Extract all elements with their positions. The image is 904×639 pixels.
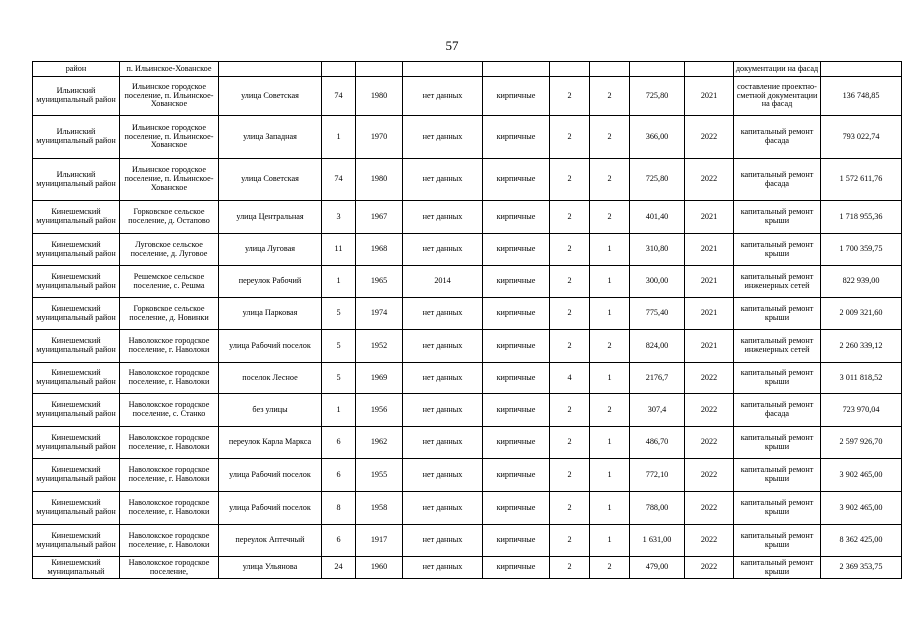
cell-settlement: Наволокское городское поселение, г. Наволоки <box>120 363 219 394</box>
cell-street: поселок Лесное <box>219 363 322 394</box>
cell-house-number: 6 <box>322 525 356 557</box>
cell-district: Кинешемский муниципальный район <box>33 330 120 363</box>
cell-district: Кинешемский муниципальный район <box>33 201 120 234</box>
cell-settlement: Ильинское городское поселение, п. Ильинское-Хованское <box>120 116 219 159</box>
table-row <box>33 62 902 77</box>
cell-overhaul-year: нет данных <box>403 427 483 459</box>
cell-work-type: капитальный ремонт крыши <box>734 201 821 234</box>
cell-settlement: Луговское сельское поселение, д. Луговое <box>120 234 219 266</box>
cell-area <box>630 62 685 77</box>
cell-house-number: 1 <box>322 266 356 298</box>
cell-year-built: 1960 <box>356 557 403 579</box>
cell-area: 310,80 <box>630 234 685 266</box>
cell-entrances: 1 <box>590 234 630 266</box>
cell-floors: 2 <box>550 201 590 234</box>
cell-year-built: 1952 <box>356 330 403 363</box>
repair-program-table <box>32 61 902 579</box>
cell-cost: 723 970,04 <box>821 394 902 427</box>
cell-street: улица Ульянова <box>219 557 322 579</box>
cell-district: Кинешемский муниципальный район <box>33 363 120 394</box>
cell-wall-material: кирпичные <box>483 234 550 266</box>
table-row <box>33 330 902 363</box>
cell-year-built: 1970 <box>356 116 403 159</box>
cell-plan-year: 2022 <box>685 459 734 492</box>
cell-house-number: 74 <box>322 77 356 116</box>
cell-wall-material: кирпичные <box>483 525 550 557</box>
cell-floors: 2 <box>550 116 590 159</box>
cell-year-built: 1955 <box>356 459 403 492</box>
cell-street: улица Центральная <box>219 201 322 234</box>
cell-floors: 2 <box>550 525 590 557</box>
cell-plan-year: 2022 <box>685 159 734 201</box>
cell-entrances: 1 <box>590 525 630 557</box>
table-row <box>33 159 902 201</box>
cell-floors: 2 <box>550 159 590 201</box>
table-row <box>33 427 902 459</box>
table-row <box>33 363 902 394</box>
cell-cost: 1 572 611,76 <box>821 159 902 201</box>
cell-floors: 2 <box>550 77 590 116</box>
cell-entrances: 1 <box>590 427 630 459</box>
cell-plan-year: 2021 <box>685 298 734 330</box>
cell-work-type: капитальный ремонт крыши <box>734 557 821 579</box>
cell-cost: 3 011 818,52 <box>821 363 902 394</box>
cell-year-built: 1917 <box>356 525 403 557</box>
cell-settlement: Горковское сельское поселение, д. Остапово <box>120 201 219 234</box>
cell-area: 725,80 <box>630 77 685 116</box>
table-row <box>33 525 902 557</box>
cell-entrances: 1 <box>590 298 630 330</box>
cell-wall-material: кирпичные <box>483 330 550 363</box>
cell-plan-year: 2022 <box>685 525 734 557</box>
cell-year-built: 1968 <box>356 234 403 266</box>
cell-settlement: Наволокское городское поселение, г. Наволоки <box>120 525 219 557</box>
cell-house-number: 24 <box>322 557 356 579</box>
cell-floors: 4 <box>550 363 590 394</box>
cell-district: Кинешемский муниципальный район <box>33 459 120 492</box>
cell-wall-material: кирпичные <box>483 492 550 525</box>
cell-year-built: 1956 <box>356 394 403 427</box>
cell-year-built: 1974 <box>356 298 403 330</box>
cell-floors: 2 <box>550 266 590 298</box>
cell-district: Кинешемский муниципальный <box>33 557 120 579</box>
cell-plan-year: 2021 <box>685 201 734 234</box>
cell-settlement: Решемское сельское поселение, с. Решма <box>120 266 219 298</box>
cell-area: 300,00 <box>630 266 685 298</box>
cell-floors: 2 <box>550 394 590 427</box>
cell-house-number: 5 <box>322 298 356 330</box>
cell-house-number: 5 <box>322 363 356 394</box>
cell-settlement: Наволокское городское поселение, г. Наволоки <box>120 492 219 525</box>
cell-area: 2176,7 <box>630 363 685 394</box>
cell-overhaul-year <box>403 62 483 77</box>
cell-work-type: капитальный ремонт крыши <box>734 234 821 266</box>
table-row <box>33 266 902 298</box>
cell-street: улица Рабочий поселок <box>219 459 322 492</box>
cell-entrances: 2 <box>590 394 630 427</box>
cell-plan-year: 2022 <box>685 116 734 159</box>
cell-wall-material: кирпичные <box>483 77 550 116</box>
cell-work-type: капитальный ремонт фасада <box>734 394 821 427</box>
cell-wall-material: кирпичные <box>483 363 550 394</box>
table-row <box>33 394 902 427</box>
cell-street: переулок Карла Маркса <box>219 427 322 459</box>
cell-wall-material: кирпичные <box>483 427 550 459</box>
cell-overhaul-year: нет данных <box>403 330 483 363</box>
cell-entrances: 2 <box>590 330 630 363</box>
cell-house-number: 8 <box>322 492 356 525</box>
cell-district: Ильинский муниципальный район <box>33 77 120 116</box>
cell-cost: 2 369 353,75 <box>821 557 902 579</box>
cell-street: переулок Аптечный <box>219 525 322 557</box>
cell-overhaul-year: 2014 <box>403 266 483 298</box>
cell-settlement: Наволокское городское поселение, г. Наволоки <box>120 459 219 492</box>
cell-floors: 2 <box>550 330 590 363</box>
cell-settlement: Ильинское городское поселение, п. Ильинское-Хованское <box>120 77 219 116</box>
cell-entrances: 2 <box>590 116 630 159</box>
cell-overhaul-year: нет данных <box>403 234 483 266</box>
cell-floors <box>550 62 590 77</box>
cell-house-number: 3 <box>322 201 356 234</box>
cell-street: улица Западная <box>219 116 322 159</box>
cell-street: без улицы <box>219 394 322 427</box>
cell-street <box>219 62 322 77</box>
cell-district: Кинешемский муниципальный район <box>33 427 120 459</box>
cell-year-built: 1980 <box>356 159 403 201</box>
cell-wall-material: кирпичные <box>483 201 550 234</box>
table-row <box>33 234 902 266</box>
cell-house-number: 74 <box>322 159 356 201</box>
cell-wall-material: кирпичные <box>483 266 550 298</box>
cell-year-built <box>356 62 403 77</box>
table-row <box>33 77 902 116</box>
cell-street: улица Советская <box>219 77 322 116</box>
cell-house-number: 6 <box>322 427 356 459</box>
cell-plan-year: 2021 <box>685 234 734 266</box>
cell-area: 772,10 <box>630 459 685 492</box>
cell-overhaul-year: нет данных <box>403 525 483 557</box>
cell-plan-year <box>685 62 734 77</box>
cell-floors: 2 <box>550 557 590 579</box>
cell-overhaul-year: нет данных <box>403 201 483 234</box>
cell-work-type: капитальный ремонт крыши <box>734 492 821 525</box>
cell-street: улица Рабочий поселок <box>219 330 322 363</box>
cell-settlement: Наволокское городское поселение, <box>120 557 219 579</box>
table-row <box>33 201 902 234</box>
cell-wall-material: кирпичные <box>483 116 550 159</box>
cell-overhaul-year: нет данных <box>403 459 483 492</box>
cell-wall-material: кирпичные <box>483 394 550 427</box>
cell-entrances: 1 <box>590 266 630 298</box>
page-number: 57 <box>445 38 459 53</box>
cell-year-built: 1962 <box>356 427 403 459</box>
cell-house-number: 5 <box>322 330 356 363</box>
cell-house-number <box>322 62 356 77</box>
cell-wall-material <box>483 62 550 77</box>
cell-work-type: документации на фасад <box>734 62 821 77</box>
cell-area: 1 631,00 <box>630 525 685 557</box>
cell-overhaul-year: нет данных <box>403 492 483 525</box>
cell-year-built: 1958 <box>356 492 403 525</box>
cell-entrances <box>590 62 630 77</box>
cell-overhaul-year: нет данных <box>403 394 483 427</box>
cell-house-number: 1 <box>322 394 356 427</box>
cell-cost: 2 597 926,70 <box>821 427 902 459</box>
cell-overhaul-year: нет данных <box>403 298 483 330</box>
cell-district: Кинешемский муниципальный район <box>33 394 120 427</box>
cell-plan-year: 2021 <box>685 77 734 116</box>
cell-overhaul-year: нет данных <box>403 557 483 579</box>
cell-plan-year: 2022 <box>685 557 734 579</box>
cell-work-type: составление проектно-сметной документации на фасад <box>734 77 821 116</box>
cell-wall-material: кирпичные <box>483 459 550 492</box>
cell-area: 479,00 <box>630 557 685 579</box>
cell-district: Кинешемский муниципальный район <box>33 525 120 557</box>
cell-entrances: 2 <box>590 201 630 234</box>
cell-plan-year: 2021 <box>685 330 734 363</box>
cell-house-number: 1 <box>322 116 356 159</box>
cell-street: улица Рабочий поселок <box>219 492 322 525</box>
cell-area: 775,40 <box>630 298 685 330</box>
cell-area: 788,00 <box>630 492 685 525</box>
cell-year-built: 1969 <box>356 363 403 394</box>
table-body <box>33 62 902 579</box>
cell-district: Кинешемский муниципальный район <box>33 492 120 525</box>
cell-wall-material: кирпичные <box>483 298 550 330</box>
cell-settlement: Наволокское городское поселение, с. Станко <box>120 394 219 427</box>
cell-area: 824,00 <box>630 330 685 363</box>
cell-entrances: 2 <box>590 159 630 201</box>
table-row <box>33 492 902 525</box>
cell-area: 307,4 <box>630 394 685 427</box>
cell-cost: 8 362 425,00 <box>821 525 902 557</box>
cell-work-type: капитальный ремонт крыши <box>734 298 821 330</box>
cell-entrances: 1 <box>590 363 630 394</box>
cell-area: 486,70 <box>630 427 685 459</box>
table-row <box>33 298 902 330</box>
cell-cost: 3 902 465,00 <box>821 492 902 525</box>
cell-district: Кинешемский муниципальный район <box>33 234 120 266</box>
cell-entrances: 1 <box>590 492 630 525</box>
cell-cost: 793 022,74 <box>821 116 902 159</box>
cell-street: улица Луговая <box>219 234 322 266</box>
cell-entrances: 1 <box>590 459 630 492</box>
cell-street: улица Советская <box>219 159 322 201</box>
cell-cost: 1 718 955,36 <box>821 201 902 234</box>
cell-cost: 2 009 321,60 <box>821 298 902 330</box>
cell-cost: 822 939,00 <box>821 266 902 298</box>
cell-street: переулок Рабочий <box>219 266 322 298</box>
cell-overhaul-year: нет данных <box>403 363 483 394</box>
cell-overhaul-year: нет данных <box>403 159 483 201</box>
cell-work-type: капитальный ремонт фасада <box>734 159 821 201</box>
cell-cost <box>821 62 902 77</box>
cell-work-type: капитальный ремонт крыши <box>734 427 821 459</box>
table-row <box>33 116 902 159</box>
cell-plan-year: 2022 <box>685 394 734 427</box>
cell-year-built: 1980 <box>356 77 403 116</box>
cell-floors: 2 <box>550 234 590 266</box>
cell-floors: 2 <box>550 427 590 459</box>
cell-work-type: капитальный ремонт крыши <box>734 363 821 394</box>
cell-overhaul-year: нет данных <box>403 116 483 159</box>
cell-work-type: капитальный ремонт крыши <box>734 525 821 557</box>
cell-cost: 2 260 339,12 <box>821 330 902 363</box>
cell-work-type: капитальный ремонт крыши <box>734 459 821 492</box>
cell-district: Кинешемский муниципальный район <box>33 266 120 298</box>
cell-floors: 2 <box>550 492 590 525</box>
cell-plan-year: 2022 <box>685 427 734 459</box>
cell-cost: 136 748,85 <box>821 77 902 116</box>
cell-district: район <box>33 62 120 77</box>
cell-wall-material: кирпичные <box>483 557 550 579</box>
cell-year-built: 1965 <box>356 266 403 298</box>
cell-plan-year: 2022 <box>685 492 734 525</box>
cell-settlement: Горковское сельское поселение, д. Новинки <box>120 298 219 330</box>
cell-house-number: 6 <box>322 459 356 492</box>
cell-work-type: капитальный ремонт фасада <box>734 116 821 159</box>
cell-work-type: капитальный ремонт инженерных сетей <box>734 330 821 363</box>
cell-district: Ильинский муниципальный район <box>33 159 120 201</box>
cell-plan-year: 2022 <box>685 363 734 394</box>
cell-settlement: п. Ильинское-Хованское <box>120 62 219 77</box>
cell-entrances: 2 <box>590 77 630 116</box>
cell-district: Ильинский муниципальный район <box>33 116 120 159</box>
cell-area: 401,40 <box>630 201 685 234</box>
cell-plan-year: 2021 <box>685 266 734 298</box>
cell-cost: 1 700 359,75 <box>821 234 902 266</box>
cell-wall-material: кирпичные <box>483 159 550 201</box>
cell-floors: 2 <box>550 459 590 492</box>
cell-work-type: капитальный ремонт инженерных сетей <box>734 266 821 298</box>
cell-overhaul-year: нет данных <box>403 77 483 116</box>
cell-area: 725,80 <box>630 159 685 201</box>
cell-year-built: 1967 <box>356 201 403 234</box>
cell-settlement: Ильинское городское поселение, п. Ильинское-Хованское <box>120 159 219 201</box>
cell-district: Кинешемский муниципальный район <box>33 298 120 330</box>
cell-street: улица Парковая <box>219 298 322 330</box>
table-row <box>33 459 902 492</box>
cell-house-number: 11 <box>322 234 356 266</box>
cell-entrances: 2 <box>590 557 630 579</box>
cell-settlement: Наволокское городское поселение, г. Наволоки <box>120 330 219 363</box>
cell-floors: 2 <box>550 298 590 330</box>
cell-cost: 3 902 465,00 <box>821 459 902 492</box>
cell-area: 366,00 <box>630 116 685 159</box>
table-row <box>33 557 902 579</box>
cell-settlement: Наволокское городское поселение, г. Наволоки <box>120 427 219 459</box>
